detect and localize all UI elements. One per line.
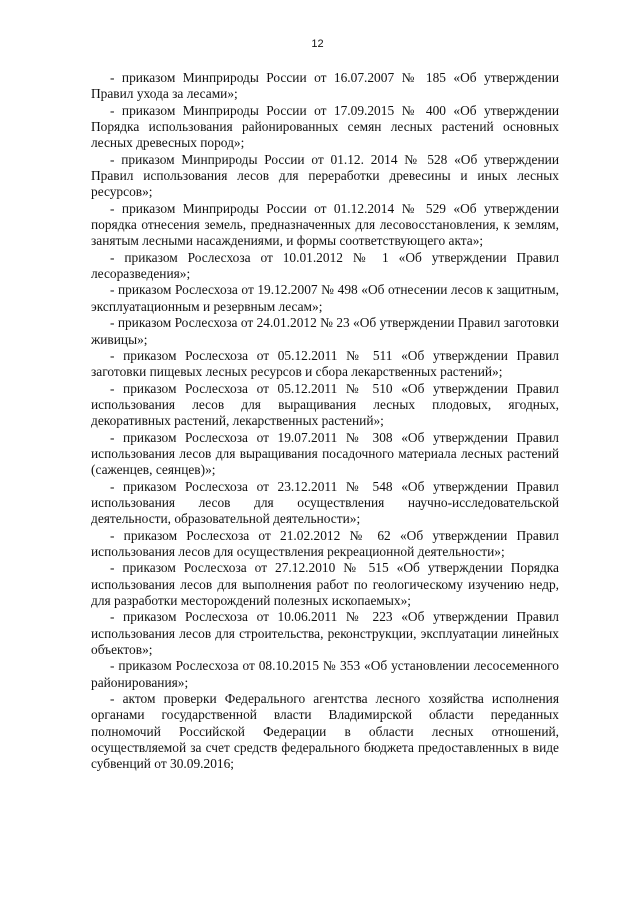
list-item: - приказом Рослесхоза от 19.12.2007 № 498 «Об отнесении лесов к защитным, эксплуатационным и резервным лесам»;	[91, 282, 559, 314]
list-item: - приказом Рослесхоза от 23.12.2011 № 548 «Об утверждении Правил использования лесов для осуществления научно-исследовательской деятельности, образовательной деятельности»;	[91, 478, 559, 527]
list-item: - приказом Минприроды России от 01.12.2014 № 529 «Об утверждении порядка отнесения земель, предназначенных для лесовосстановления, к землям, занятым лесными насаждениями, и формы соответствующего акта»;	[91, 200, 559, 249]
list-item: - приказом Минприроды России от 17.09.2015 № 400 «Об утверждении Порядка использования районированных семян лесных растений основных лесных древесных пород»;	[91, 102, 559, 151]
list-item: - приказом Минприроды России от 01.12. 2014 № 528 «Об утверждении Правил использования лесов для переработки древесины и иных лесных ресурсов»;	[91, 151, 559, 200]
list-item: - приказом Рослесхоза от 24.01.2012 № 23 «Об утверждении Правил заготовки живицы»;	[91, 315, 559, 347]
list-item: - приказом Рослесхоза от 27.12.2010 № 515 «Об утверждении Порядка использования лесов для выполнения работ по геологическому изучению недр, для разработки месторождений полезных ископаемых»;	[91, 560, 559, 608]
list-item: - приказом Рослесхоза от 10.06.2011 № 223 «Об утверждении Правил использования лесов для строительства, реконструкции, эксплуатации линейных объектов»;	[91, 609, 559, 658]
list-item: - приказом Рослесхоза от 08.10.2015 № 353 «Об установлении лесосеменного районирования»;	[91, 658, 559, 690]
list-item: - приказом Рослесхоза от 05.12.2011 № 510 «Об утверждении Правил использования лесов для выращивания лесных плодовых, ягодных, декоративных растений, лекарственных растений»;	[91, 380, 559, 429]
document-body	[91, 70, 559, 773]
list-item: - приказом Рослесхоза от 05.12.2011 № 511 «Об утверждении Правил заготовки пищевых лесных ресурсов и сбора лекарственных растений»;	[91, 347, 559, 380]
list-item: - приказом Рослесхоза от 21.02.2012 № 62 «Об утверждении Правил использования лесов для осуществления рекреационной деятельности»;	[91, 527, 559, 559]
list-item: - приказом Минприроды России от 16.07.2007 № 185 «Об утверждении Правил ухода за лесами»;	[91, 70, 559, 102]
list-item: - приказом Рослесхоза от 19.07.2011 № 308 «Об утверждении Правил использования лесов для выращивания посадочного материала лесных растений (саженцев, сеянцев)»;	[91, 429, 559, 478]
list-item: - актом проверки Федерального агентства лесного хозяйства исполнения органами государственной власти Владимирской области переданных полномочий Российской Федерации в области лесных отношений, осуществляемой за счет средств федерального бюджета предоставленных в виде субвенций от 30.09.2016;	[91, 691, 559, 772]
page-number: 12	[311, 38, 324, 50]
list-item: - приказом Рослесхоза от 10.01.2012 № 1 «Об утверждении Правил лесоразведения»;	[91, 249, 559, 282]
